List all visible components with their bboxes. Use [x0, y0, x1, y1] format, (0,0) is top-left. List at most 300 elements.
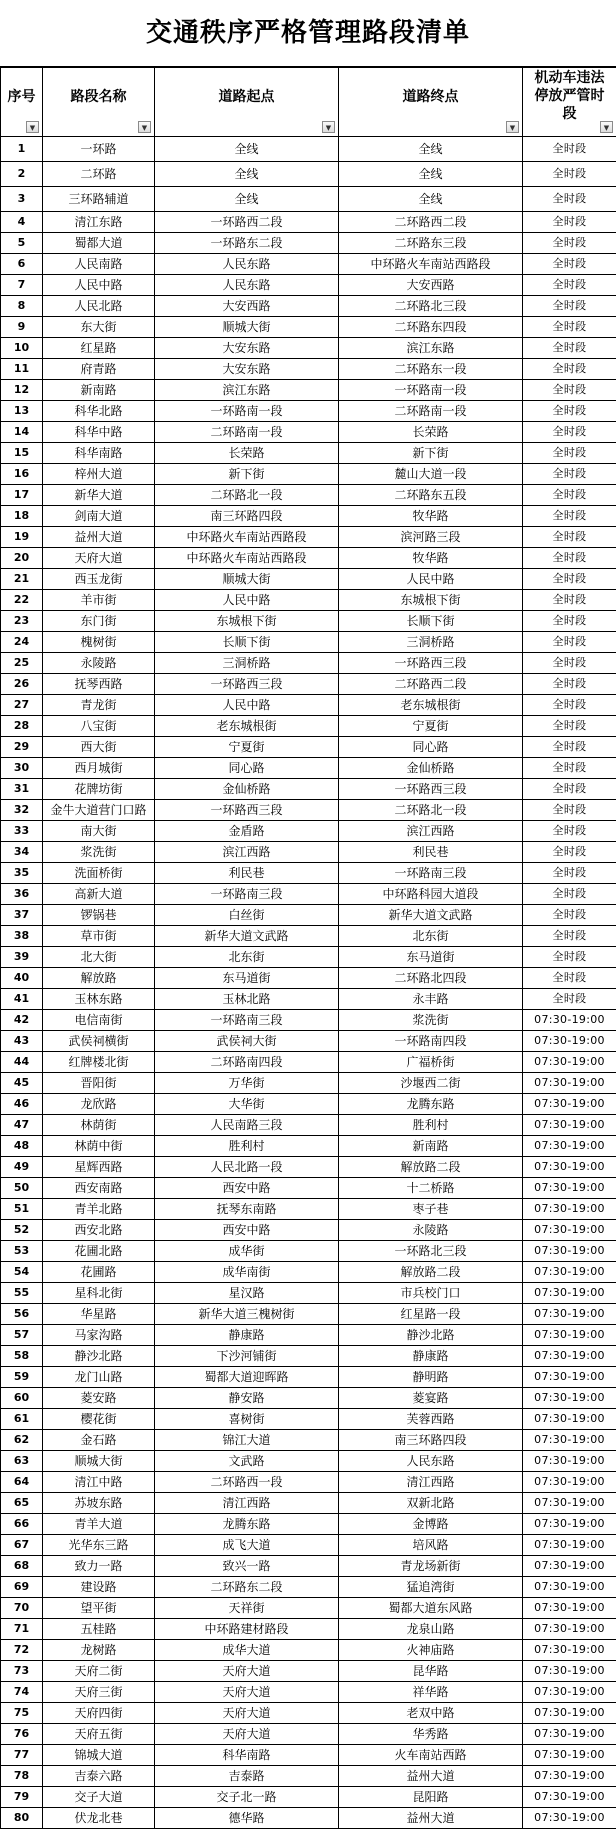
table-row	[1, 863, 616, 884]
time-period-cell: 全时段	[523, 464, 616, 485]
row-index-cell: 21	[1, 569, 43, 590]
filter-dropdown-icon[interactable]: ▼	[138, 121, 151, 133]
start-point-cell: 金仙桥路	[155, 779, 339, 800]
end-point-cell: 蜀都大道东风路	[339, 1598, 523, 1619]
row-index-cell: 45	[1, 1073, 43, 1094]
row-index-cell: 25	[1, 653, 43, 674]
time-period-cell: 全时段	[523, 359, 616, 380]
time-period-cell: 全时段	[523, 527, 616, 548]
table-row	[1, 1472, 616, 1493]
start-point-cell: 大安东路	[155, 338, 339, 359]
time-period-cell: 全时段	[523, 485, 616, 506]
road-name-cell: 西大街	[43, 737, 155, 758]
table-row	[1, 611, 616, 632]
table-row	[1, 359, 616, 380]
row-index-cell: 61	[1, 1409, 43, 1430]
end-point-cell: 广福桥街	[339, 1052, 523, 1073]
table-row	[1, 1703, 616, 1724]
table-row	[1, 1283, 616, 1304]
end-point-cell: 东马道街	[339, 947, 523, 968]
road-name-cell: 武侯祠横街	[43, 1031, 155, 1052]
start-point-cell: 清江西路	[155, 1493, 339, 1514]
time-period-cell: 全时段	[523, 716, 616, 737]
row-index-cell: 50	[1, 1178, 43, 1199]
start-point-cell: 二环路南一段	[155, 422, 339, 443]
road-name-cell: 龙欣路	[43, 1094, 155, 1115]
road-name-cell: 西安北路	[43, 1220, 155, 1241]
row-index-cell: 43	[1, 1031, 43, 1052]
end-point-cell: 二环路东一段	[339, 359, 523, 380]
time-period-cell: 全时段	[523, 632, 616, 653]
end-point-cell: 北东街	[339, 926, 523, 947]
table-row	[1, 1661, 616, 1682]
road-name-cell: 花圃路	[43, 1262, 155, 1283]
table-row	[1, 821, 616, 842]
table-row	[1, 1787, 616, 1808]
road-name-cell: 晋阳街	[43, 1073, 155, 1094]
start-point-cell: 一环路西二段	[155, 212, 339, 233]
start-point-cell: 白丝街	[155, 905, 339, 926]
end-point-cell: 全线	[339, 162, 523, 187]
filter-dropdown-icon[interactable]: ▼	[600, 121, 613, 133]
end-point-cell: 沙堰西二街	[339, 1073, 523, 1094]
table-row	[1, 1808, 616, 1829]
table-row	[1, 1640, 616, 1661]
time-period-cell: 07:30-19:00	[523, 1619, 616, 1640]
row-index-cell: 56	[1, 1304, 43, 1325]
road-name-cell: 光华东三路	[43, 1535, 155, 1556]
end-point-cell: 牧华路	[339, 548, 523, 569]
end-point-cell: 一环路南三段	[339, 863, 523, 884]
start-point-cell: 西安中路	[155, 1178, 339, 1199]
end-point-cell: 二环路东五段	[339, 485, 523, 506]
row-index-cell: 2	[1, 162, 43, 187]
table-row	[1, 590, 616, 611]
table-row	[1, 212, 616, 233]
time-period-cell: 全时段	[523, 989, 616, 1010]
end-point-cell: 新华大道文武路	[339, 905, 523, 926]
start-point-cell: 静康路	[155, 1325, 339, 1346]
start-point-cell: 人民东路	[155, 254, 339, 275]
end-point-cell: 三洞桥路	[339, 632, 523, 653]
row-index-cell: 13	[1, 401, 43, 422]
row-index-cell: 24	[1, 632, 43, 653]
header-index	[1, 68, 43, 137]
end-point-cell: 利民巷	[339, 842, 523, 863]
road-name-cell: 苏坡东路	[43, 1493, 155, 1514]
end-point-cell: 二环路西二段	[339, 674, 523, 695]
table-row	[1, 1178, 616, 1199]
start-point-cell: 天祥街	[155, 1598, 339, 1619]
table-row	[1, 380, 616, 401]
end-point-cell: 滨河路三段	[339, 527, 523, 548]
start-point-cell: 全线	[155, 162, 339, 187]
row-index-cell: 32	[1, 800, 43, 821]
start-point-cell: 胜利村	[155, 1136, 339, 1157]
table-row	[1, 1220, 616, 1241]
time-period-cell: 07:30-19:00	[523, 1745, 616, 1766]
road-name-cell: 西月城街	[43, 758, 155, 779]
end-point-cell: 南三环路四段	[339, 1430, 523, 1451]
table-row	[1, 1682, 616, 1703]
start-point-cell: 抚琴东南路	[155, 1199, 339, 1220]
end-point-cell: 一环路南一段	[339, 380, 523, 401]
start-point-cell: 喜树街	[155, 1409, 339, 1430]
time-period-cell: 07:30-19:00	[523, 1157, 616, 1178]
time-period-cell: 07:30-19:00	[523, 1241, 616, 1262]
road-name-cell: 吉泰六路	[43, 1766, 155, 1787]
end-point-cell: 滨江西路	[339, 821, 523, 842]
road-name-cell: 锦城大道	[43, 1745, 155, 1766]
row-index-cell: 55	[1, 1283, 43, 1304]
time-period-cell: 07:30-19:00	[523, 1787, 616, 1808]
start-point-cell: 天府大道	[155, 1682, 339, 1703]
time-period-cell: 07:30-19:00	[523, 1535, 616, 1556]
time-period-cell: 全时段	[523, 779, 616, 800]
time-period-cell: 07:30-19:00	[523, 1094, 616, 1115]
header-time-period-label: 机动车违法停放严管时段	[523, 69, 616, 135]
row-index-cell: 7	[1, 275, 43, 296]
road-name-cell: 玉林东路	[43, 989, 155, 1010]
end-point-cell: 二环路北三段	[339, 296, 523, 317]
time-period-cell: 07:30-19:00	[523, 1472, 616, 1493]
road-name-cell: 新华大道	[43, 485, 155, 506]
row-index-cell: 38	[1, 926, 43, 947]
time-period-cell: 全时段	[523, 338, 616, 359]
road-name-cell: 人民南路	[43, 254, 155, 275]
road-name-cell: 高新大道	[43, 884, 155, 905]
table-row	[1, 1199, 616, 1220]
time-period-cell: 07:30-19:00	[523, 1367, 616, 1388]
row-index-cell: 37	[1, 905, 43, 926]
row-index-cell: 3	[1, 187, 43, 212]
start-point-cell: 龙腾东路	[155, 1514, 339, 1535]
time-period-cell: 07:30-19:00	[523, 1010, 616, 1031]
road-name-cell: 一环路	[43, 137, 155, 162]
time-period-cell: 07:30-19:00	[523, 1136, 616, 1157]
start-point-cell: 同心路	[155, 758, 339, 779]
time-period-cell: 07:30-19:00	[523, 1409, 616, 1430]
time-period-cell: 全时段	[523, 611, 616, 632]
table-row	[1, 884, 616, 905]
row-index-cell: 10	[1, 338, 43, 359]
header-end-point-label: 道路终点	[339, 88, 522, 116]
road-name-cell: 林荫中街	[43, 1136, 155, 1157]
filter-dropdown-icon[interactable]: ▼	[506, 121, 519, 133]
row-index-cell: 27	[1, 695, 43, 716]
road-name-cell: 五桂路	[43, 1619, 155, 1640]
end-point-cell: 宁夏街	[339, 716, 523, 737]
start-point-cell: 人民中路	[155, 695, 339, 716]
table-row	[1, 338, 616, 359]
table-row	[1, 800, 616, 821]
table-row	[1, 1766, 616, 1787]
time-period-cell: 07:30-19:00	[523, 1724, 616, 1745]
row-index-cell: 72	[1, 1640, 43, 1661]
end-point-cell: 一环路南四段	[339, 1031, 523, 1052]
start-point-cell: 成华南街	[155, 1262, 339, 1283]
end-point-cell: 解放路二段	[339, 1157, 523, 1178]
start-point-cell: 大安东路	[155, 359, 339, 380]
start-point-cell: 东马道街	[155, 968, 339, 989]
end-point-cell: 昆华路	[339, 1661, 523, 1682]
road-name-cell: 新南路	[43, 380, 155, 401]
table-row	[1, 527, 616, 548]
start-point-cell: 大安西路	[155, 296, 339, 317]
road-name-cell: 建设路	[43, 1577, 155, 1598]
time-period-cell: 07:30-19:00	[523, 1283, 616, 1304]
end-point-cell: 二环路西二段	[339, 212, 523, 233]
road-name-cell: 西玉龙街	[43, 569, 155, 590]
row-index-cell: 40	[1, 968, 43, 989]
time-period-cell: 全时段	[523, 296, 616, 317]
row-index-cell: 75	[1, 1703, 43, 1724]
time-period-cell: 全时段	[523, 275, 616, 296]
table-row	[1, 1514, 616, 1535]
end-point-cell: 静康路	[339, 1346, 523, 1367]
time-period-cell: 全时段	[523, 254, 616, 275]
end-point-cell: 龙腾东路	[339, 1094, 523, 1115]
time-period-cell: 全时段	[523, 233, 616, 254]
end-point-cell: 滨江东路	[339, 338, 523, 359]
row-index-cell: 63	[1, 1451, 43, 1472]
time-period-cell: 07:30-19:00	[523, 1073, 616, 1094]
table-row	[1, 464, 616, 485]
time-period-cell: 07:30-19:00	[523, 1115, 616, 1136]
road-name-cell: 天府五街	[43, 1724, 155, 1745]
time-period-cell: 全时段	[523, 737, 616, 758]
end-point-cell: 中环路科园大道段	[339, 884, 523, 905]
time-period-cell: 全时段	[523, 758, 616, 779]
end-point-cell: 牧华路	[339, 506, 523, 527]
road-name-cell: 八宝街	[43, 716, 155, 737]
end-point-cell: 十二桥路	[339, 1178, 523, 1199]
road-name-cell: 抚琴西路	[43, 674, 155, 695]
row-index-cell: 64	[1, 1472, 43, 1493]
table-row	[1, 926, 616, 947]
end-point-cell: 金博路	[339, 1514, 523, 1535]
start-point-cell: 一环路西三段	[155, 674, 339, 695]
time-period-cell: 全时段	[523, 947, 616, 968]
end-point-cell: 老东城根街	[339, 695, 523, 716]
time-period-cell: 全时段	[523, 162, 616, 187]
start-point-cell: 利民巷	[155, 863, 339, 884]
end-point-cell: 新南路	[339, 1136, 523, 1157]
road-name-cell: 东门街	[43, 611, 155, 632]
start-point-cell: 中环路火车南站西路段	[155, 527, 339, 548]
table-row	[1, 1115, 616, 1136]
road-name-cell: 青龙街	[43, 695, 155, 716]
time-period-cell: 全时段	[523, 569, 616, 590]
start-point-cell: 玉林北路	[155, 989, 339, 1010]
table-row	[1, 1619, 616, 1640]
table-row	[1, 674, 616, 695]
row-index-cell: 66	[1, 1514, 43, 1535]
end-point-cell: 东城根下街	[339, 590, 523, 611]
road-name-cell: 科华中路	[43, 422, 155, 443]
table-row	[1, 1724, 616, 1745]
row-index-cell: 36	[1, 884, 43, 905]
filter-dropdown-icon[interactable]: ▼	[322, 121, 335, 133]
end-point-cell: 二环路东四段	[339, 317, 523, 338]
time-period-cell: 07:30-19:00	[523, 1640, 616, 1661]
start-point-cell: 中环路建材路段	[155, 1619, 339, 1640]
road-name-cell: 清江东路	[43, 212, 155, 233]
start-point-cell: 文武路	[155, 1451, 339, 1472]
end-point-cell: 长荣路	[339, 422, 523, 443]
row-index-cell: 80	[1, 1808, 43, 1829]
road-name-cell: 北大街	[43, 947, 155, 968]
table-row	[1, 1598, 616, 1619]
road-name-cell: 益州大道	[43, 527, 155, 548]
time-period-cell: 全时段	[523, 443, 616, 464]
row-index-cell: 59	[1, 1367, 43, 1388]
table-row	[1, 422, 616, 443]
time-period-cell: 全时段	[523, 506, 616, 527]
table-row	[1, 569, 616, 590]
row-index-cell: 51	[1, 1199, 43, 1220]
row-index-cell: 11	[1, 359, 43, 380]
start-point-cell: 人民东路	[155, 275, 339, 296]
table-row	[1, 1094, 616, 1115]
start-point-cell: 人民北路一段	[155, 1157, 339, 1178]
start-point-cell: 二环路北一段	[155, 485, 339, 506]
header-index-label: 序号	[1, 88, 42, 116]
time-period-cell: 全时段	[523, 695, 616, 716]
table-row	[1, 1493, 616, 1514]
end-point-cell: 人民东路	[339, 1451, 523, 1472]
end-point-cell: 胜利村	[339, 1115, 523, 1136]
road-name-cell: 锣锅巷	[43, 905, 155, 926]
end-point-cell: 双新北路	[339, 1493, 523, 1514]
row-index-cell: 41	[1, 989, 43, 1010]
start-point-cell: 北东街	[155, 947, 339, 968]
end-point-cell: 永丰路	[339, 989, 523, 1010]
end-point-cell: 全线	[339, 187, 523, 212]
time-period-cell: 07:30-19:00	[523, 1388, 616, 1409]
start-point-cell: 顺城大街	[155, 317, 339, 338]
end-point-cell: 老双中路	[339, 1703, 523, 1724]
row-index-cell: 53	[1, 1241, 43, 1262]
start-point-cell: 滨江西路	[155, 842, 339, 863]
end-point-cell: 益州大道	[339, 1766, 523, 1787]
end-point-cell: 金仙桥路	[339, 758, 523, 779]
table-row	[1, 695, 616, 716]
start-point-cell: 一环路南三段	[155, 1010, 339, 1031]
road-name-cell: 金牛大道营门口路	[43, 800, 155, 821]
end-point-cell: 二环路东三段	[339, 233, 523, 254]
row-index-cell: 6	[1, 254, 43, 275]
end-point-cell: 人民中路	[339, 569, 523, 590]
end-point-cell: 青龙场新街	[339, 1556, 523, 1577]
time-period-cell: 全时段	[523, 401, 616, 422]
filter-dropdown-icon[interactable]: ▼	[26, 121, 39, 133]
road-name-cell: 府青路	[43, 359, 155, 380]
table-row	[1, 1367, 616, 1388]
road-name-cell: 花圃北路	[43, 1241, 155, 1262]
row-index-cell: 12	[1, 380, 43, 401]
time-period-cell: 全时段	[523, 968, 616, 989]
road-name-cell: 交子大道	[43, 1787, 155, 1808]
time-period-cell: 全时段	[523, 137, 616, 162]
table-body	[1, 137, 616, 1829]
time-period-cell: 07:30-19:00	[523, 1766, 616, 1787]
start-point-cell: 二环路西一段	[155, 1472, 339, 1493]
start-point-cell: 东城根下街	[155, 611, 339, 632]
header-row	[1, 68, 616, 137]
row-index-cell: 71	[1, 1619, 43, 1640]
row-index-cell: 26	[1, 674, 43, 695]
row-index-cell: 22	[1, 590, 43, 611]
start-point-cell: 顺城大街	[155, 569, 339, 590]
start-point-cell: 吉泰路	[155, 1766, 339, 1787]
time-period-cell: 全时段	[523, 212, 616, 233]
road-name-cell: 星辉西路	[43, 1157, 155, 1178]
time-period-cell: 07:30-19:00	[523, 1325, 616, 1346]
row-index-cell: 28	[1, 716, 43, 737]
time-period-cell: 07:30-19:00	[523, 1808, 616, 1829]
time-period-cell: 全时段	[523, 422, 616, 443]
end-point-cell: 解放路二段	[339, 1262, 523, 1283]
start-point-cell: 静安路	[155, 1388, 339, 1409]
road-name-cell: 林荫街	[43, 1115, 155, 1136]
start-point-cell: 成华街	[155, 1241, 339, 1262]
table-row	[1, 968, 616, 989]
table-row	[1, 1031, 616, 1052]
road-name-cell: 东大街	[43, 317, 155, 338]
end-point-cell: 二环路南一段	[339, 401, 523, 422]
time-period-cell: 全时段	[523, 674, 616, 695]
row-index-cell: 29	[1, 737, 43, 758]
time-period-cell: 全时段	[523, 863, 616, 884]
end-point-cell: 华秀路	[339, 1724, 523, 1745]
row-index-cell: 1	[1, 137, 43, 162]
header-end-point	[339, 68, 523, 137]
table-row	[1, 1535, 616, 1556]
start-point-cell: 人民中路	[155, 590, 339, 611]
table-row	[1, 842, 616, 863]
row-index-cell: 16	[1, 464, 43, 485]
time-period-cell: 07:30-19:00	[523, 1682, 616, 1703]
table-row	[1, 947, 616, 968]
row-index-cell: 20	[1, 548, 43, 569]
row-index-cell: 74	[1, 1682, 43, 1703]
start-point-cell: 万华街	[155, 1073, 339, 1094]
table-row	[1, 989, 616, 1010]
time-period-cell: 全时段	[523, 187, 616, 212]
road-name-cell: 致力一路	[43, 1556, 155, 1577]
time-period-cell: 全时段	[523, 926, 616, 947]
road-name-cell: 天府四街	[43, 1703, 155, 1724]
road-name-cell: 科华北路	[43, 401, 155, 422]
table-row	[1, 296, 616, 317]
time-period-cell: 07:30-19:00	[523, 1220, 616, 1241]
road-name-cell: 人民中路	[43, 275, 155, 296]
start-point-cell: 科华南路	[155, 1745, 339, 1766]
row-index-cell: 30	[1, 758, 43, 779]
table-row	[1, 1304, 616, 1325]
table-row	[1, 1052, 616, 1073]
road-name-cell: 青羊北路	[43, 1199, 155, 1220]
table-row	[1, 1136, 616, 1157]
table-row	[1, 162, 616, 187]
row-index-cell: 62	[1, 1430, 43, 1451]
end-point-cell: 静沙北路	[339, 1325, 523, 1346]
start-point-cell: 长顺下街	[155, 632, 339, 653]
road-name-cell: 龙树路	[43, 1640, 155, 1661]
table-row	[1, 1388, 616, 1409]
table-row	[1, 401, 616, 422]
